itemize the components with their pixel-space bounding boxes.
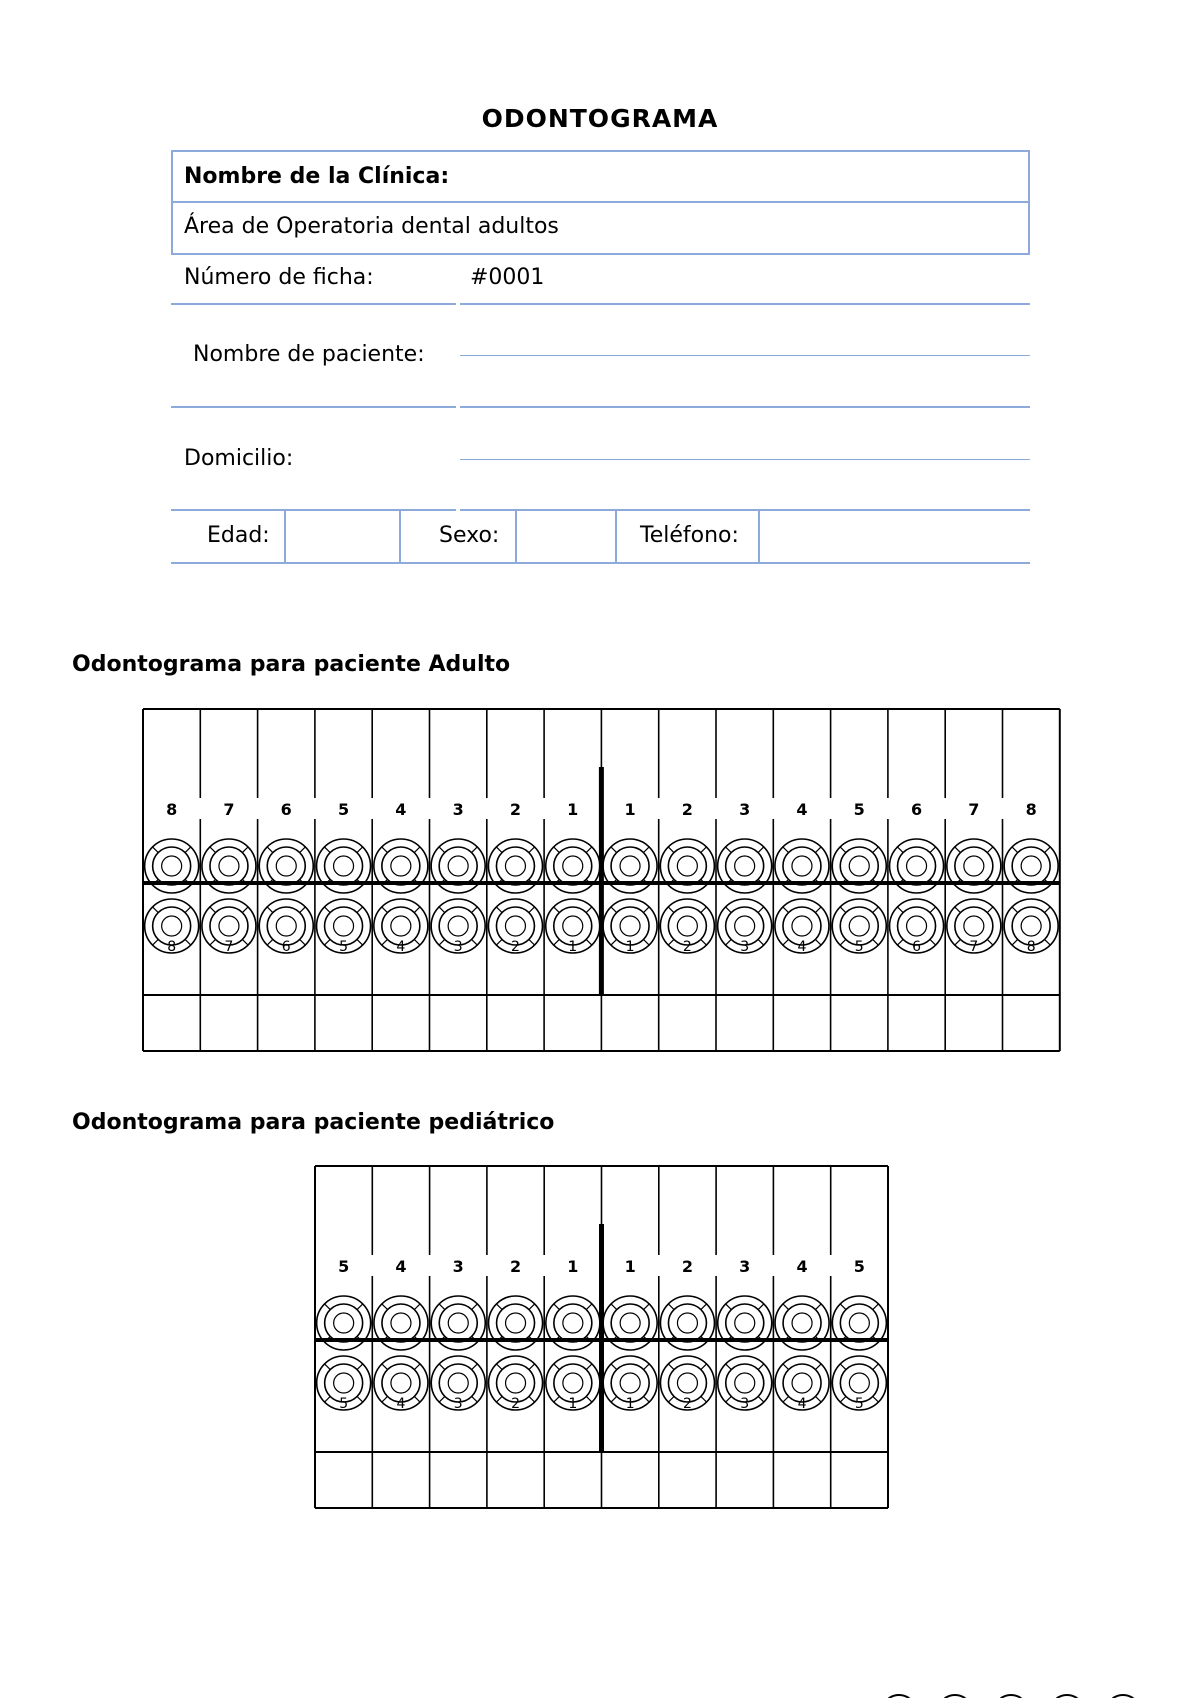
adult-lower-tooth-number: 3 [740,939,750,955]
pediatric-upper-tooth-number: 3 [739,1257,751,1276]
pediatric-lower-tooth-number: 4 [797,1396,807,1412]
phone-label: Teléfono: [640,523,739,548]
adult-lower-tooth-number: 5 [339,939,349,955]
pediatric-upper-tooth-number: 4 [395,1257,407,1276]
adult-lower-tooth-number: 2 [682,939,692,955]
adult-upper-tooth-number: 7 [968,800,980,819]
adult-upper-tooth-number: 6 [910,800,923,819]
adult-upper-tooth-number: 1 [624,800,636,819]
adult-lower-tooth-number: 4 [797,939,807,955]
adult-lower-tooth-number: 7 [224,939,234,955]
adult-upper-tooth-number: 1 [567,800,579,819]
sex-label: Sexo: [439,523,500,548]
pediatric-lower-tooth-number: 5 [339,1396,349,1412]
pediatric-lower-tooth-number: 5 [854,1396,864,1412]
pediatric-upper-tooth-number: 1 [567,1257,579,1276]
adult-upper-tooth-number: 5 [337,800,350,819]
pediatric-upper-tooth-number: 2 [509,1257,522,1276]
adult-lower-tooth-number: 8 [167,939,177,955]
pediatric-lower-tooth-number: 4 [396,1396,406,1412]
adult-lower-tooth-number: 3 [453,939,463,955]
pediatric-lower-tooth-number: 1 [625,1396,635,1412]
adult-upper-tooth-number: 4 [395,800,407,819]
file-number-label: Número de ficha: [184,265,374,290]
pediatric-heading: Odontograma para paciente pediátrico [72,1110,555,1135]
adult-upper-tooth-number: 4 [796,800,808,819]
adult-lower-tooth-number: 6 [281,939,291,955]
adult-upper-tooth-number: 5 [853,800,865,819]
adult-lower-tooth-number: 1 [568,939,578,955]
pediatric-upper-tooth-number: 2 [681,1257,694,1276]
adult-upper-tooth-number: 2 [681,800,693,819]
clinic-label: Nombre de la Clínica: [184,164,450,189]
pediatric-lower-tooth-number: 2 [511,1396,521,1412]
pediatric-lower-tooth-number: 3 [740,1396,750,1412]
patient-name-label: Nombre de paciente: [193,342,425,367]
adult-lower-tooth-number: 7 [969,939,979,955]
adult-upper-tooth-number: 3 [452,800,464,819]
adult-upper-tooth-number: 6 [280,800,292,819]
adult-upper-tooth-number: 3 [739,800,751,819]
pediatric-upper-tooth-number: 5 [853,1257,865,1276]
pediatric-upper-tooth-number: 3 [452,1257,464,1276]
adult-heading: Odontograma para paciente Adulto [72,652,511,677]
pediatric-upper-tooth-number: 1 [624,1257,636,1276]
file-number-value[interactable]: #0001 [470,265,545,290]
pediatric-lower-tooth-number: 3 [453,1396,463,1412]
pediatric-lower-tooth-number: 1 [568,1396,578,1412]
pediatric-upper-tooth-number: 4 [796,1257,808,1276]
address-label: Domicilio: [184,446,294,471]
adult-upper-tooth-number: 8 [166,800,178,819]
adult-lower-tooth-number: 4 [396,939,406,955]
adult-lower-tooth-number: 1 [625,939,635,955]
adult-lower-tooth-number: 8 [1026,939,1036,955]
page-title: ODONTOGRAMA [481,104,719,133]
adult-upper-tooth-number: 8 [1025,800,1037,819]
adult-upper-tooth-number: 2 [509,800,522,819]
adult-lower-tooth-number: 6 [912,939,922,955]
pediatric-upper-tooth-number: 5 [338,1257,350,1276]
pediatric-lower-tooth-number: 2 [682,1396,692,1412]
age-label: Edad: [207,523,270,548]
adult-lower-tooth-number: 2 [510,939,520,955]
area-text: Área de Operatoria dental adultos [184,214,559,239]
adult-lower-tooth-number: 5 [854,939,864,955]
adult-upper-tooth-number: 7 [223,800,235,819]
